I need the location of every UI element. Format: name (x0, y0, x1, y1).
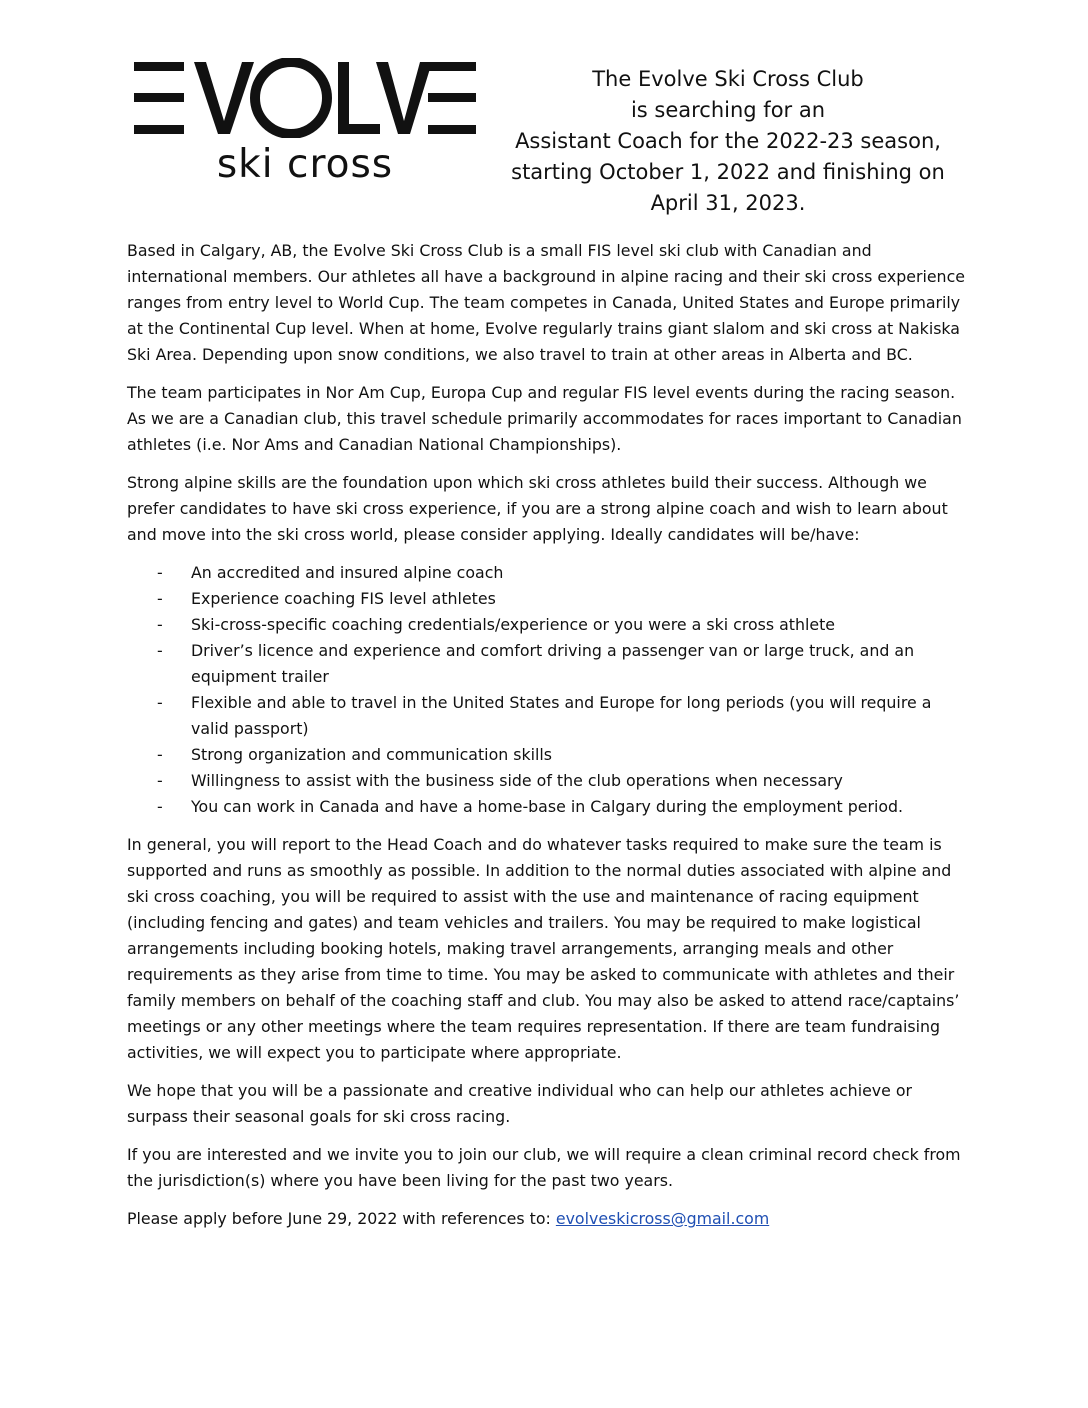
evolve-logo (134, 58, 476, 187)
headline-line: Assistant Coach for the 2022-23 season, (515, 129, 941, 153)
record-check-paragraph: If you are interested and we invite you to join our club, we will require a clean criminal record check from the jurisdiction(s) where you have been living for the past two years. (127, 1145, 961, 1190)
bullet-marker: - (157, 615, 163, 634)
bullet-marker: - (157, 693, 163, 712)
requirement-text: Flexible and able to travel in the United States and Europe for long periods (you will require a valid passport) (191, 693, 932, 738)
apply-text: Please apply before June 29, 2022 with references to: (127, 1209, 551, 1228)
evolve-wordmark-icon (134, 58, 476, 138)
hope-paragraph: We hope that you will be a passionate and creative individual who can help our athletes achieve or surpass their seasonal goals for ski cross racing. (127, 1081, 913, 1126)
requirement-text: Driver’s licence and experience and comfort driving a passenger van or large truck, and an equipment trailer (191, 641, 915, 686)
duties-paragraph: In general, you will report to the Head Coach and do whatever tasks required to make sure the team is supported and runs as smoothly as possible. In addition to the normal duties associated with alpine and ski cross coaching, you will be required to assist with the use and maintenance of racing equipment (including fencing and gates) and team vehicles and trailers. You may be required to make logistical arrangements including booking hotels, making travel arrangements, arranging meals and other requirements as they arise from time to time. You may be asked to communicate with athletes and their family members on behalf of the coaching staff and club. You may also be asked to attend race/captains’ meetings or any other meetings where the team requires representation. If there are team fundraising activities, we will expect you to participate where appropriate. (127, 835, 960, 1062)
requirement-text: Ski-cross-specific coaching credentials/experience or you were a ski cross athlete (191, 615, 836, 634)
list-item (127, 612, 972, 638)
list-item (127, 560, 972, 586)
candidate-intro-paragraph: Strong alpine skills are the foundation upon which ski cross athletes build their success. Although we prefer candidates to have ski cross experience, if you are a strong alpine coach and wish to learn about and move into the ski cross world, please consider applying. Ideally candidates will be/have: (127, 473, 948, 544)
bullet-marker: - (157, 797, 163, 816)
bullet-marker: - (157, 771, 163, 790)
logo-tagline: ski cross (216, 142, 394, 187)
bullet-marker: - (157, 563, 163, 582)
requirement-text: You can work in Canada and have a home-base in Calgary during the employment period. (191, 797, 904, 816)
job-headline (508, 64, 948, 219)
requirement-text: An accredited and insured alpine coach (191, 563, 504, 582)
requirement-text: Experience coaching FIS level athletes (191, 589, 496, 608)
bullet-marker: - (157, 745, 163, 764)
requirement-text: Willingness to assist with the business side of the club operations when necessary (191, 771, 843, 790)
headline-line: starting October 1, 2022 and finishing on (511, 160, 945, 184)
headline-line: is searching for an (630, 98, 826, 122)
list-item (127, 768, 972, 794)
bullet-marker: - (157, 589, 163, 608)
email-link[interactable]: evolveskicross@gmail.com (555, 1209, 770, 1228)
list-item (127, 690, 972, 742)
club-description-paragraph: Based in Calgary, AB, the Evolve Ski Cross Club is a small FIS level ski club with Canadian and international members. Our athletes all have a background in alpine racing and their ski cross experience ranges from entry level to World Cup. The team competes in Canada, United States and Europe primarily at the Continental Cup level. When at home, Evolve regularly trains giant slalom and ski cross at Nakiska Ski Area. Depending upon snow conditions, we also travel to train at other areas in Alberta and BC. (127, 241, 965, 364)
list-item (127, 638, 972, 690)
requirements-list (127, 560, 972, 820)
list-item (127, 794, 972, 820)
apply-paragraph (127, 1206, 972, 1232)
logo-wordmark (134, 58, 476, 138)
schedule-paragraph: The team participates in Nor Am Cup, Europa Cup and regular FIS level events during the racing season. As we are a Canadian club, this travel schedule primarily accommodates for races important to Canadian athletes (i.e. Nor Ams and Canadian National Championships). (127, 383, 962, 454)
document-body (127, 238, 972, 1244)
list-item (127, 742, 972, 768)
list-item (127, 586, 972, 612)
bullet-marker: - (157, 641, 163, 660)
headline-line: April 31, 2023. (650, 191, 806, 215)
requirement-text: Strong organization and communication skills (191, 745, 553, 764)
headline-line: The Evolve Ski Cross Club (592, 67, 864, 91)
